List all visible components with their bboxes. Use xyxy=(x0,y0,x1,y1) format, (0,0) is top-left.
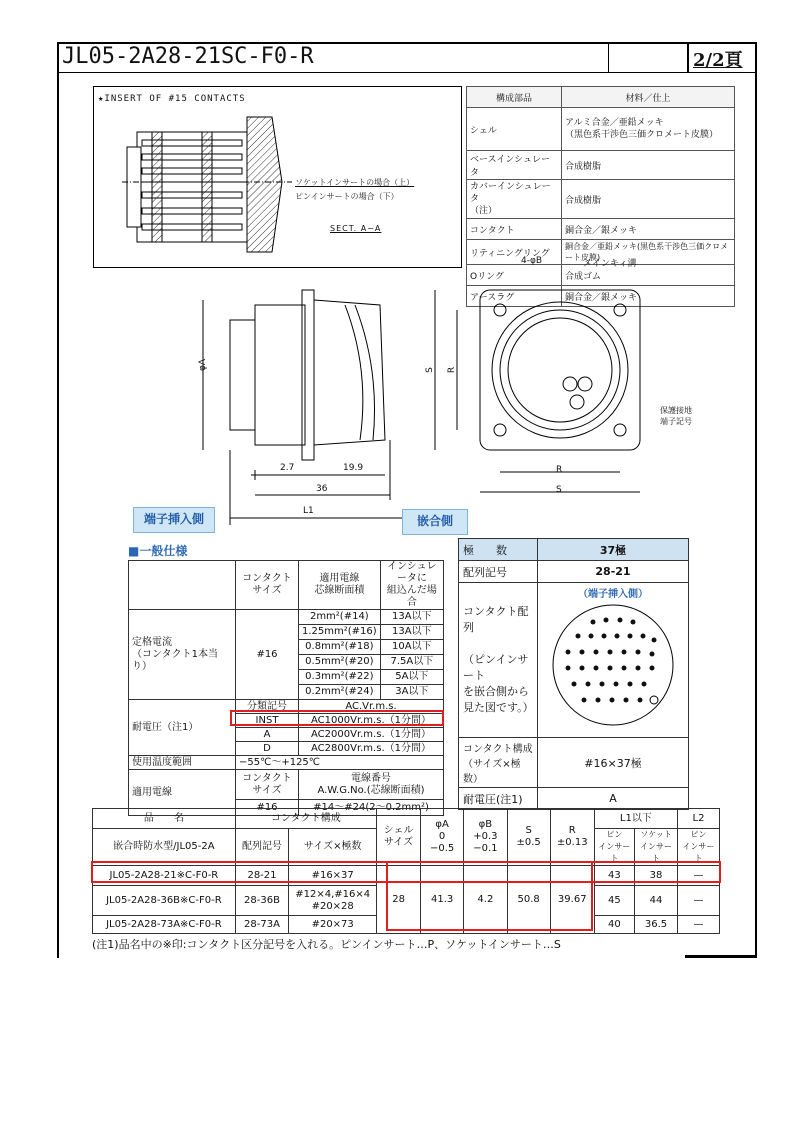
frame-bottom-bar xyxy=(685,955,757,958)
current-value: 7.5A以下 xyxy=(380,655,443,670)
temp-range-label: 使用温度範囲 xyxy=(129,756,236,770)
dim-L1: L1 xyxy=(303,506,314,516)
materials-finish: 合成樹脂 xyxy=(562,180,735,219)
insulator-header: インシュレータに 組込んだ場合 xyxy=(380,561,443,610)
class-header: 分類記号 xyxy=(236,700,299,714)
socket-insert-label: ソケットインサートの場合（上） xyxy=(295,178,415,187)
mating-side-label: 嵌合側 xyxy=(402,509,468,535)
dim-4-phiB: 4-φB xyxy=(521,256,543,266)
ground-terminal-label: 保護接地 端子記号 xyxy=(660,406,692,426)
materials-part: リティニングリング xyxy=(467,240,562,265)
class-code: D xyxy=(236,742,299,756)
class-code: INST xyxy=(236,714,299,728)
wire-range: #14〜#24(2〜0.2mm²) xyxy=(299,800,444,816)
contact-size-value: #16 xyxy=(236,610,299,700)
class-code: A xyxy=(236,728,299,742)
S-value: 50.8 xyxy=(507,866,550,934)
dim-2-7: 2.7 xyxy=(280,463,295,473)
phiA-header: φA 0 −0.5 xyxy=(420,809,463,866)
wire-size: 0.8mm²(#18) xyxy=(299,640,381,655)
pin-L1: 45 xyxy=(594,886,634,916)
contact-config-value: #16×37極 xyxy=(538,738,689,788)
page-number: 2/2頁 xyxy=(693,50,743,71)
current-value: 5A以下 xyxy=(380,670,443,685)
pin-L1: 40 xyxy=(594,916,634,934)
materials-finish: 銅合金／亜鉛メッキ(黒色系干渉色三価クロメート皮膜) xyxy=(562,240,735,265)
dim-S-vertical: S xyxy=(424,367,435,373)
L2-value: — xyxy=(678,866,720,886)
class-value-header: AC.Vr.m.s. xyxy=(299,700,444,714)
arr-header: 配列記号 xyxy=(235,829,288,866)
materials-part: コンタクト xyxy=(467,219,562,240)
wire-number-header: 電線番号 A.W.G.No.(芯線断面積) xyxy=(299,770,444,800)
contact-arrangement-diagram xyxy=(538,600,688,730)
materials-finish: 銅合金／銀メッキ xyxy=(562,219,735,240)
model-comp: #20×73 xyxy=(289,916,377,934)
wire-size: 0.5mm²(#20) xyxy=(299,655,381,670)
socket-L1: 38 xyxy=(634,866,677,886)
L2-value: — xyxy=(678,886,720,916)
poles-label: 極 数 xyxy=(459,539,538,561)
main-key-label: メインキィ溝 xyxy=(583,259,637,269)
pin-header: ピン インサート xyxy=(594,829,634,866)
wire-size: 0.2mm²(#24) xyxy=(299,685,381,700)
layout-code-value: 28-21 xyxy=(538,561,689,583)
dim-R: R xyxy=(556,465,563,475)
contact-config-label: コンタクト構成 （サイズ×極数） xyxy=(459,738,538,788)
dim-R-vertical: R xyxy=(447,366,458,374)
pole-table xyxy=(458,538,689,810)
class-voltage: AC1000Vr.m.s.（1分間） xyxy=(299,714,444,728)
class-voltage: AC2800Vr.m.s.（1分間） xyxy=(299,742,444,756)
materials-part: アースラグ xyxy=(467,286,562,307)
current-value: 3A以下 xyxy=(380,685,443,700)
temp-range-value: −55℃〜+125℃ xyxy=(236,756,444,770)
wire-contact-size-header: コンタクト サイズ xyxy=(236,770,299,800)
title-divider xyxy=(608,42,609,72)
layout-code-label: 配列記号 xyxy=(459,561,538,583)
highlight-dimension-cells xyxy=(386,861,593,931)
withstand-label: 耐電圧(注1) xyxy=(459,788,538,810)
insert-side-label: 端子挿入側 xyxy=(133,507,215,533)
pin-L1: 43 xyxy=(594,866,634,886)
S-header: S ±0.5 xyxy=(507,809,550,866)
class-voltage: AC2000Vr.m.s.（1分間） xyxy=(299,728,444,742)
current-value: 10A以下 xyxy=(380,640,443,655)
materials-finish: アルミ合金／亜鉛メッキ （黒色系干渉色三価クロメート皮膜） xyxy=(562,108,735,151)
config-header: コンタクト構成 xyxy=(235,809,376,829)
L1-header: L1以下 xyxy=(594,809,677,829)
dim-S: S xyxy=(556,485,562,495)
wire-size: 0.3mm²(#22) xyxy=(299,670,381,685)
phiB-header: φB +0.3 −0.1 xyxy=(464,809,507,866)
shell-header: シェル サイズ xyxy=(377,809,421,866)
front-view-drawing xyxy=(425,260,660,510)
withstand-value: A xyxy=(538,788,689,810)
socket-header: ソケット インサート xyxy=(634,829,677,866)
wire-size: 2mm²(#14) xyxy=(299,610,381,625)
model-name: JL05-2A28-73A※C-F0-R xyxy=(93,916,236,934)
frame-edge xyxy=(57,930,59,958)
side-view-drawing xyxy=(195,280,425,525)
R-value: 39.67 xyxy=(550,866,594,934)
model-name: JL05-2A28-36B※C-F0-R xyxy=(93,886,236,916)
contact-size-header: コンタクト サイズ xyxy=(236,561,299,610)
model-name: JL05-2A28-21※C-F0-R xyxy=(93,866,236,886)
rated-current-label: 定格電流 （コンタクト1本当り） xyxy=(129,610,236,700)
L2-header: L2 xyxy=(678,809,720,829)
model-arr: 28-21 xyxy=(235,866,288,886)
insert-note: ★INSERT OF #15 CONTACTS xyxy=(98,94,246,104)
name-header: 品 名 xyxy=(93,809,236,829)
materials-part: Oリング xyxy=(467,265,562,286)
section-label: SECT. A−A xyxy=(330,224,382,233)
socket-L1: 36.5 xyxy=(634,916,677,934)
applicable-wire-label: 適用電線 xyxy=(129,770,236,816)
insert-side-caption: （端子挿入側） xyxy=(578,589,648,600)
R-header: R ±0.13 xyxy=(550,809,594,866)
materials-finish: 合成ゴム xyxy=(562,265,735,286)
materials-part: ベースインシュレータ xyxy=(467,151,562,180)
section-drawing-box xyxy=(93,86,462,268)
materials-header: 材料／仕上 xyxy=(562,87,735,108)
wire-header: 適用電線 芯線断面積 xyxy=(299,561,381,610)
footnote: (注1)品名中の※印:コンタクト区分記号を入れる。ピンインサート…P、ソケットインサート…S xyxy=(92,938,561,951)
phiA-value: 41.3 xyxy=(420,866,463,934)
poles-value: 37極 xyxy=(538,539,689,561)
contact-arrangement-label: コンタクト配列 xyxy=(463,605,529,634)
withstand-voltage-label: 耐電圧（注1） xyxy=(129,700,236,756)
title-bar xyxy=(57,42,757,73)
model-arr: 28-36B xyxy=(235,886,288,916)
dim-19-9: 19.9 xyxy=(343,463,364,473)
shell-size: 28 xyxy=(377,866,421,934)
wire-contact-size: #16 xyxy=(236,800,299,816)
L2-value: — xyxy=(678,916,720,934)
materials-part: シェル xyxy=(467,108,562,151)
phiB-value: 4.2 xyxy=(464,866,507,934)
part-number-title: JL05-2A28-21SC-F0-R xyxy=(62,44,314,69)
general-spec-table xyxy=(128,560,444,816)
highlight-class-A xyxy=(230,710,444,726)
pin2-header: ピン インサート xyxy=(678,829,720,866)
model-arr: 28-73A xyxy=(235,916,288,934)
materials-finish: 銅合金／銀メッキ xyxy=(562,286,735,307)
model-comp: #16×37 xyxy=(289,866,377,886)
model-comp: #12×4,#16×4 #20×28 xyxy=(289,886,377,916)
size-count-header: サイズ×極数 xyxy=(289,829,377,866)
materials-finish: 合成樹脂 xyxy=(562,151,735,180)
dim-36: 36 xyxy=(316,484,328,494)
materials-header: 構成部品 xyxy=(467,87,562,108)
pin-insert-label: ピンインサートの場合（下） xyxy=(295,192,399,201)
materials-part: カバーインシュレータ （注） xyxy=(467,180,562,219)
arrangement-note: （ピンインサート を嵌合側から 見た図です。） xyxy=(463,653,534,714)
type-header: 嵌合時防水型/JL05-2A xyxy=(93,829,236,866)
section-view-drawing xyxy=(122,112,292,257)
title-divider xyxy=(687,42,689,72)
current-value: 13A以下 xyxy=(380,625,443,640)
general-spec-title: ■一般仕様 xyxy=(128,544,188,558)
wire-size: 1.25mm²(#16) xyxy=(299,625,381,640)
current-value: 13A以下 xyxy=(380,610,443,625)
dim-phiA: φA xyxy=(198,358,209,372)
socket-L1: 44 xyxy=(634,886,677,916)
